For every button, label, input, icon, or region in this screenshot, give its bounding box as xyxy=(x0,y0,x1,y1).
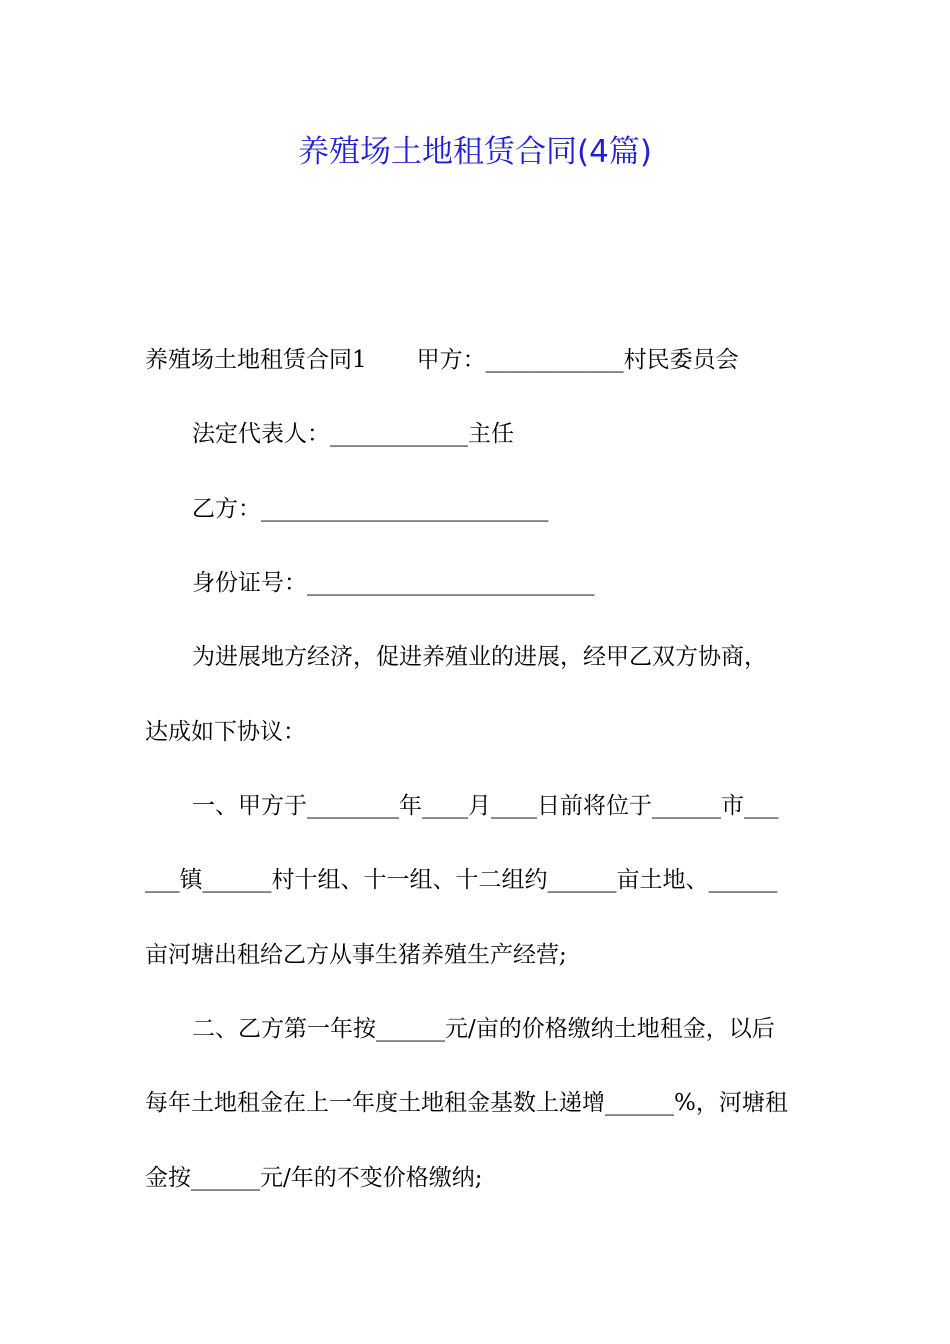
text-line-3: 乙方：_________________________ xyxy=(192,496,549,522)
text-line-2: 法定代表人：____________主任 xyxy=(192,421,514,447)
text-line-7: 一、甲方于________年____月____日前将位于______市___ xyxy=(192,793,779,819)
text-line-1 xyxy=(145,340,810,380)
text-line-5: 为进展地方经济，促进养殖业的进展，经甲乙双方协商， xyxy=(192,644,767,670)
text-line-9: 亩河塘出租给乙方从事生猪养殖生产经营; xyxy=(145,942,567,968)
party-a-line: 甲方：____________村民委员会 xyxy=(416,347,739,373)
text-line-4: 身份证号：_________________________ xyxy=(192,570,595,596)
text-line-8: ___镇______村十组、十一组、十二组约______亩土地、______ xyxy=(145,867,778,893)
text-line-11: 每年土地租金在上一年度土地租金基数上递增______%，河塘租 xyxy=(145,1090,788,1116)
section-heading: 养殖场土地租赁合同1 xyxy=(145,347,367,373)
document-title: 养殖场土地租赁合同(4篇) xyxy=(298,134,652,170)
text-line-6: 达成如下协议： xyxy=(145,719,306,745)
text-line-12: 金按______元/年的不变价格缴纳; xyxy=(145,1165,483,1191)
text-line-10: 二、乙方第一年按______元/亩的价格缴纳土地租金，以后 xyxy=(192,1016,775,1042)
